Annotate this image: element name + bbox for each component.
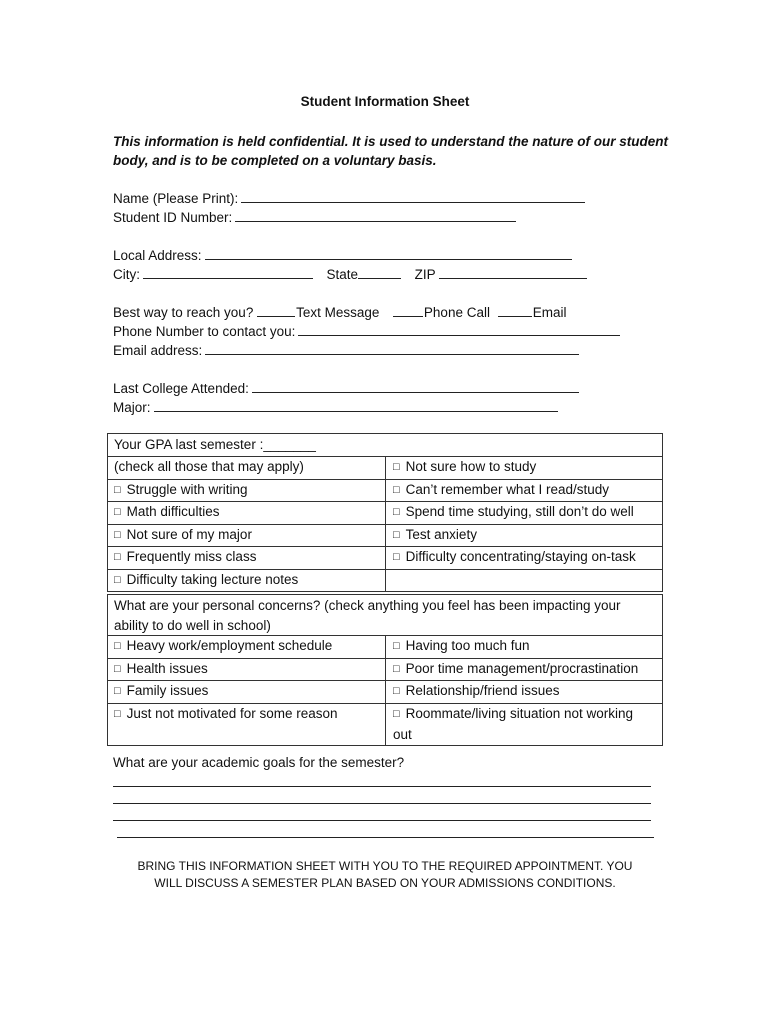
contact-preference-row (113, 302, 567, 322)
concerns-row (108, 680, 662, 703)
city-field[interactable] (143, 264, 313, 279)
checkbox-label: Not sure how to study (405, 459, 537, 474)
email-address-row (113, 340, 579, 360)
checkbox-icon[interactable]: □ (393, 707, 400, 720)
local-address-label: Local Address: (113, 248, 202, 263)
checkbox-icon[interactable]: □ (393, 640, 400, 652)
checkbox-icon[interactable]: □ (393, 528, 400, 541)
goals-question: What are your academic goals for the semester? (113, 755, 405, 770)
concerns-table (107, 594, 663, 746)
checkbox-icon[interactable]: □ (114, 707, 121, 720)
checkbox-icon[interactable]: □ (114, 551, 121, 563)
checkbox-icon[interactable]: □ (393, 483, 400, 496)
checkbox-icon[interactable]: □ (393, 551, 400, 563)
gpa-header: Your GPA last semester :_______ (114, 437, 316, 452)
checkbox-item[interactable] (108, 681, 386, 703)
checkbox-label: Difficulty taking lecture notes (126, 571, 299, 587)
city-label: City: (113, 267, 140, 282)
email-address-field[interactable] (205, 340, 579, 355)
checkbox-label: Frequently miss class (126, 549, 257, 564)
email-blank[interactable] (498, 302, 532, 317)
checkbox-item[interactable] (108, 525, 386, 547)
checkbox-label: Having too much fun (405, 638, 530, 653)
goals-answer-line[interactable] (113, 803, 651, 804)
city-state-zip-row (113, 264, 587, 284)
student-id-field[interactable] (235, 207, 516, 222)
checkbox-icon[interactable]: □ (114, 685, 121, 697)
checkbox-label: Just not motivated for some reason (126, 705, 338, 721)
name-field[interactable] (241, 188, 585, 203)
checkbox-label: Poor time management/procrastination (405, 660, 639, 676)
checkbox-item[interactable] (108, 570, 386, 592)
checkbox-label: Struggle with writing (126, 481, 248, 497)
phone-number-label: Phone Number to contact you: (113, 324, 296, 339)
empty-cell (386, 570, 662, 592)
concerns-header-row (108, 595, 662, 635)
checkbox-item[interactable] (108, 636, 386, 658)
state-label: State (326, 267, 359, 282)
major-row (113, 397, 558, 417)
checkbox-label: Health issues (126, 660, 208, 676)
checkbox-icon[interactable]: □ (114, 640, 121, 652)
gpa-table (107, 433, 663, 592)
checkbox-label: Test anxiety (405, 526, 477, 542)
checkbox-item[interactable] (108, 480, 386, 502)
local-address-field[interactable] (205, 245, 572, 260)
last-college-field[interactable] (252, 378, 579, 393)
phone-number-field[interactable] (298, 321, 620, 336)
checkbox-item[interactable] (386, 636, 662, 658)
checkbox-icon[interactable]: □ (393, 662, 400, 675)
checkbox-icon[interactable]: □ (114, 662, 121, 675)
checkbox-icon[interactable]: □ (393, 685, 400, 697)
page-title: Student Information Sheet (300, 94, 470, 109)
checkbox-icon[interactable]: □ (114, 483, 121, 496)
checkbox-label: Math difficulties (126, 504, 220, 519)
checkbox-label: Relationship/friend issues (405, 683, 560, 698)
checkbox-icon[interactable]: □ (114, 506, 121, 518)
goals-answer-line[interactable] (117, 837, 654, 838)
email-address-label: Email address: (113, 343, 203, 358)
checkbox-label: Spend time studying, still don’t do well (405, 504, 634, 519)
name-label: Name (Please Print): (113, 191, 239, 206)
phone-number-row (113, 321, 620, 341)
checkbox-label: Family issues (126, 683, 209, 698)
footer-instructions (0, 858, 770, 892)
gpa-row (108, 456, 662, 479)
checkbox-item[interactable] (108, 547, 386, 569)
gpa-row (108, 479, 662, 502)
concerns-row (108, 658, 662, 681)
best-way-label: Best way to reach you? (113, 305, 254, 320)
gpa-row (108, 546, 662, 569)
student-id-row (113, 207, 516, 227)
zip-field[interactable] (439, 264, 587, 279)
gpa-row (108, 524, 662, 547)
footer-text: BRING THIS INFORMATION SHEET WITH YOU TO THE REQUIRED APPOINTMENT. YOU WILL DISCUSS A SEMESTER PLAN BASED ON YOUR ADMISSIONS CONDITIONS. (137, 859, 633, 890)
checkbox-item[interactable] (386, 681, 662, 703)
checkbox-item[interactable] (386, 502, 662, 524)
confidentiality-notice: This information is held confidential. It is used to understand the nature of our student body, and is to be completed on a voluntary basis. (113, 134, 669, 168)
checkbox-icon[interactable]: □ (114, 573, 121, 586)
checkbox-item[interactable] (108, 659, 386, 681)
gpa-instruction: (check all those that may apply) (108, 457, 386, 479)
last-college-row (113, 378, 579, 398)
concerns-header: What are your personal concerns? (check anything you feel has been impacting your ability to do well in school) (114, 598, 621, 633)
checkbox-label: Heavy work/employment schedule (126, 638, 333, 653)
concerns-row (108, 703, 662, 745)
checkbox-icon[interactable]: □ (114, 528, 121, 541)
goals-answer-line[interactable] (113, 820, 651, 821)
checkbox-item[interactable] (386, 457, 662, 479)
gpa-row (108, 569, 662, 592)
major-label: Major: (113, 400, 151, 415)
checkbox-label: Roommate/living situation not working out (393, 705, 634, 742)
text-message-blank[interactable] (257, 302, 295, 317)
concerns-row (108, 635, 662, 658)
goals-answer-line[interactable] (113, 786, 651, 787)
checkbox-item[interactable] (108, 704, 386, 745)
state-field[interactable] (358, 264, 401, 279)
checkbox-label: Not sure of my major (126, 526, 252, 542)
checkbox-icon[interactable]: □ (393, 461, 400, 473)
phone-call-label: Phone Call (423, 305, 490, 320)
email-label: Email (532, 305, 567, 320)
checkbox-item[interactable] (386, 547, 662, 569)
checkbox-item[interactable] (386, 704, 662, 745)
major-field[interactable] (154, 397, 558, 412)
text-message-label: Text Message (296, 305, 380, 320)
checkbox-item[interactable] (108, 502, 386, 524)
name-row (113, 188, 585, 208)
student-id-label: Student ID Number: (113, 210, 233, 225)
checkbox-item[interactable] (386, 659, 662, 681)
gpa-header-row (108, 434, 662, 456)
checkbox-item[interactable] (386, 480, 662, 502)
phone-call-blank[interactable] (393, 302, 423, 317)
last-college-label: Last College Attended: (113, 381, 249, 396)
gpa-row (108, 501, 662, 524)
local-address-row (113, 245, 572, 265)
zip-label: ZIP (414, 267, 436, 282)
checkbox-label: Difficulty concentrating/staying on-task (405, 549, 636, 564)
checkbox-icon[interactable]: □ (393, 506, 400, 518)
checkbox-label: Can’t remember what I read/study (405, 481, 609, 497)
checkbox-item[interactable] (386, 525, 662, 547)
